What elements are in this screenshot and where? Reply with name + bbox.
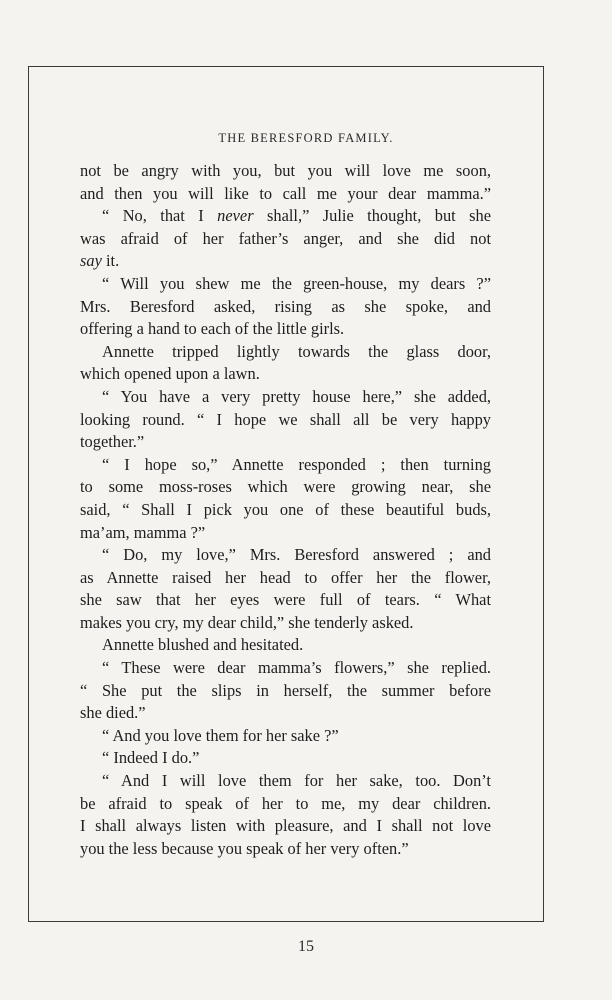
emphasis: never [217, 206, 254, 226]
emphasis: say [80, 251, 102, 271]
text-line: say it. [80, 251, 120, 271]
text-line: ma’am, mamma ?” [80, 522, 206, 542]
text-line: and then you will like to call me your dear mamma.” [80, 183, 491, 203]
text-line: “ Do, my love,” Mrs. Beresford answered ; and [102, 545, 491, 565]
text-line: she saw that her eyes were full of tears. “ What [80, 590, 491, 610]
text-line: “ She put the slips in herself, the summer before [80, 680, 491, 700]
running-head: THE BERESFORD FAMILY. [218, 131, 394, 145]
body-text [80, 160, 491, 860]
text-line: “ Indeed I do.” [102, 748, 200, 768]
text-line: Annette blushed and hesitated. [102, 635, 304, 655]
text-line: Mrs. Beresford asked, rising as she spoke, and [80, 296, 491, 316]
text-line: “ You have a very pretty house here,” she added, [102, 386, 491, 406]
text-line: not be angry with you, but you will love me soon, [80, 161, 491, 180]
text-line: “ Will you shew me the green-house, my dears ?” [102, 273, 491, 293]
text-line: as Annette raised her head to offer her the flower, [80, 567, 491, 587]
text-line: “ These were dear mamma’s flowers,” she replied. [102, 658, 491, 678]
text-line: was afraid of her father’s anger, and she did not [80, 228, 491, 248]
text-line: looking round. “ I hope we shall all be very happy [80, 409, 491, 429]
text-line: I shall always listen with pleasure, and I shall not love [80, 816, 491, 836]
text-line: “ And you love them for her sake ?” [102, 725, 339, 745]
text-line: to some moss-roses which were growing near, she [80, 477, 491, 497]
text-line: be afraid to speak of her to me, my dear children. [80, 793, 491, 813]
text-line: said, “ Shall I pick you one of these beautiful buds, [80, 499, 491, 519]
text-line: offering a hand to each of the little girls. [80, 319, 345, 339]
text-line: makes you cry, my dear child,” she tenderly asked. [80, 612, 414, 632]
text-line: which opened upon a lawn. [80, 364, 260, 384]
text-line: “ And I will love them for her sake, too. Don’t [102, 771, 491, 791]
text-line: “ I hope so,” Annette responded ; then turning [102, 454, 491, 474]
text-line: she died.” [80, 703, 146, 723]
text-line: you the less because you speak of her very often.” [80, 838, 409, 858]
text-line: together.” [80, 432, 145, 452]
page-number: 15 [298, 938, 314, 955]
text-line: “ No, that I never shall,” Julie thought, but she [102, 206, 491, 226]
text-line: Annette tripped lightly towards the glass door, [102, 341, 491, 361]
